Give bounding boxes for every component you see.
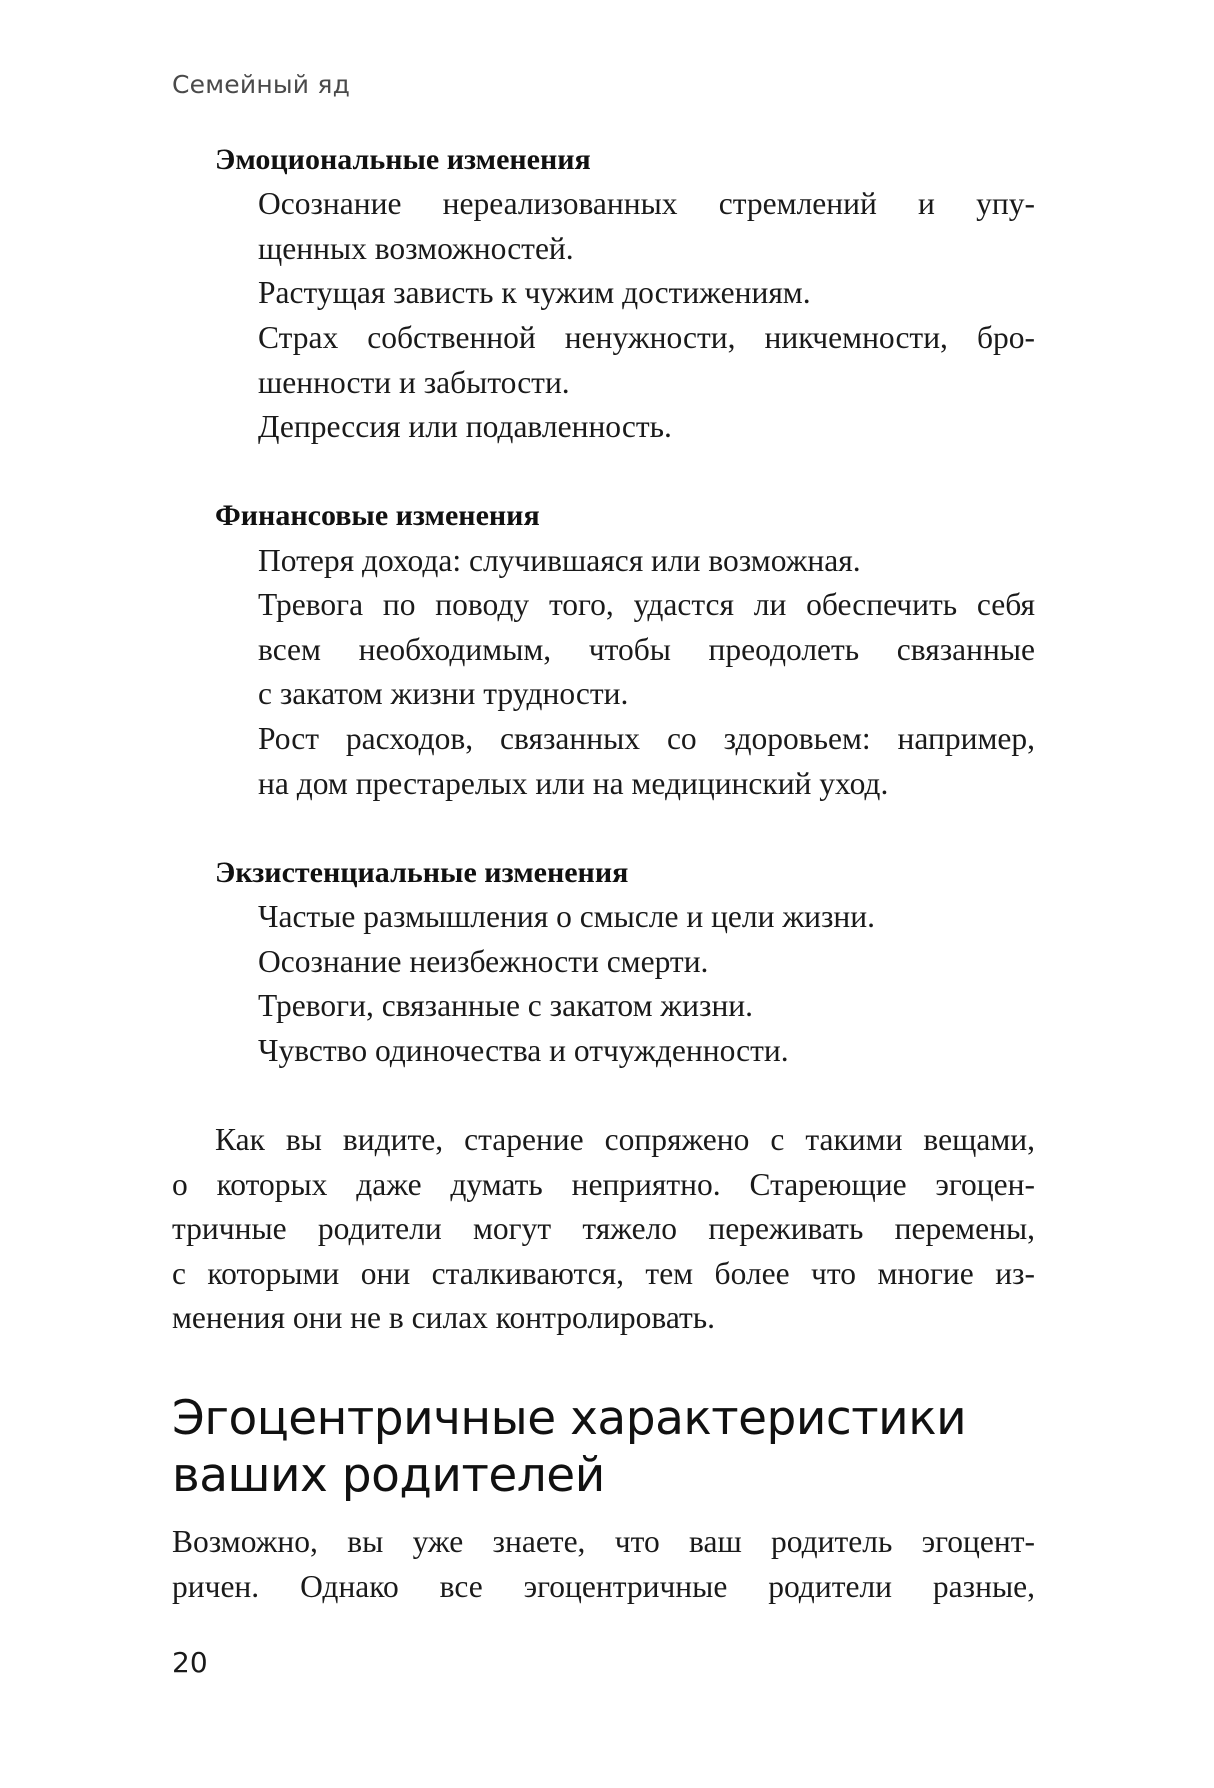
- paragraph-line: Как вы видите, старение сопряжено с такими вещами,: [215, 1122, 1035, 1157]
- list-item: [258, 717, 1035, 806]
- page-number: 20: [172, 1646, 208, 1679]
- subheading-emotional: Эмоциональные изменения: [215, 143, 591, 176]
- subheading-existential: Экзистенциальные изменения: [215, 856, 629, 889]
- list-item-line: Рост расходов, связанных со здоровьем: например,: [258, 721, 1035, 756]
- paragraph-line: ричен. Однако все эгоцентричные родители разные,: [172, 1568, 1035, 1604]
- paragraph-line: тричные родители могут тяжело переживать перемены,: [172, 1211, 1035, 1247]
- list-item-line: Растущая зависть к чужим достижениям.: [258, 275, 811, 310]
- list-item: [258, 539, 1035, 584]
- paragraph-line: Возможно, вы уже знаете, что ваш родитель эгоцент-: [172, 1524, 1035, 1559]
- list-item-line: Тревога по поводу того, удастся ли обеспечить себя: [258, 587, 1035, 622]
- list-item-line: Чувство одиночества и отчужденности.: [258, 1033, 789, 1068]
- list-item: [258, 405, 1035, 450]
- list-item: [258, 316, 1035, 405]
- list-item: [258, 583, 1035, 717]
- list-item-line: Осознание нереализованных стремлений и упу-: [258, 186, 1035, 221]
- list-item-line: Депрессия или подавленность.: [258, 409, 672, 444]
- list-item: [258, 271, 1035, 316]
- list-item-line: с закатом жизни трудности.: [258, 676, 629, 712]
- list-item-line: Осознание неизбежности смерти.: [258, 944, 709, 979]
- list-item-line: Тревоги, связанные с закатом жизни.: [258, 988, 754, 1023]
- list-item-line: всем необходимым, чтобы преодолеть связанные: [258, 631, 1035, 667]
- list-item-line: на дом престарелых или на медицинский уход.: [258, 765, 889, 801]
- list-item-line: Страх собственной ненужности, никчемности, бро-: [258, 320, 1035, 355]
- list-item: [258, 984, 1035, 1029]
- paragraph-line: менения они не в силах контролировать.: [172, 1300, 716, 1336]
- list-item: [258, 182, 1035, 271]
- paragraph-line: о которых даже думать неприятно. Стареющие эгоцен-: [172, 1166, 1035, 1202]
- body-paragraph: [172, 1520, 1035, 1609]
- section-title: [172, 1390, 1052, 1504]
- paragraph-line: с которыми они сталкиваются, тем более что многие из-: [172, 1255, 1035, 1291]
- list-item: [258, 895, 1035, 940]
- running-head: Семейный яд: [172, 70, 351, 99]
- list-item-line: Потеря дохода: случившаяся или возможная.: [258, 543, 861, 578]
- list-item-line: щенных возможностей.: [258, 230, 574, 266]
- list-item-line: Частые размышления о смысле и цели жизни.: [258, 899, 876, 934]
- list-item-line: шенности и забытости.: [258, 364, 570, 400]
- section-title-line: ваших родителей: [172, 1448, 605, 1503]
- list-item: [258, 1029, 1035, 1074]
- section-title-line: Эгоцентричные характеристики: [172, 1391, 967, 1446]
- body-paragraph: [172, 1118, 1035, 1341]
- subheading-financial: Финансовые изменения: [215, 499, 540, 532]
- list-item: [258, 940, 1035, 985]
